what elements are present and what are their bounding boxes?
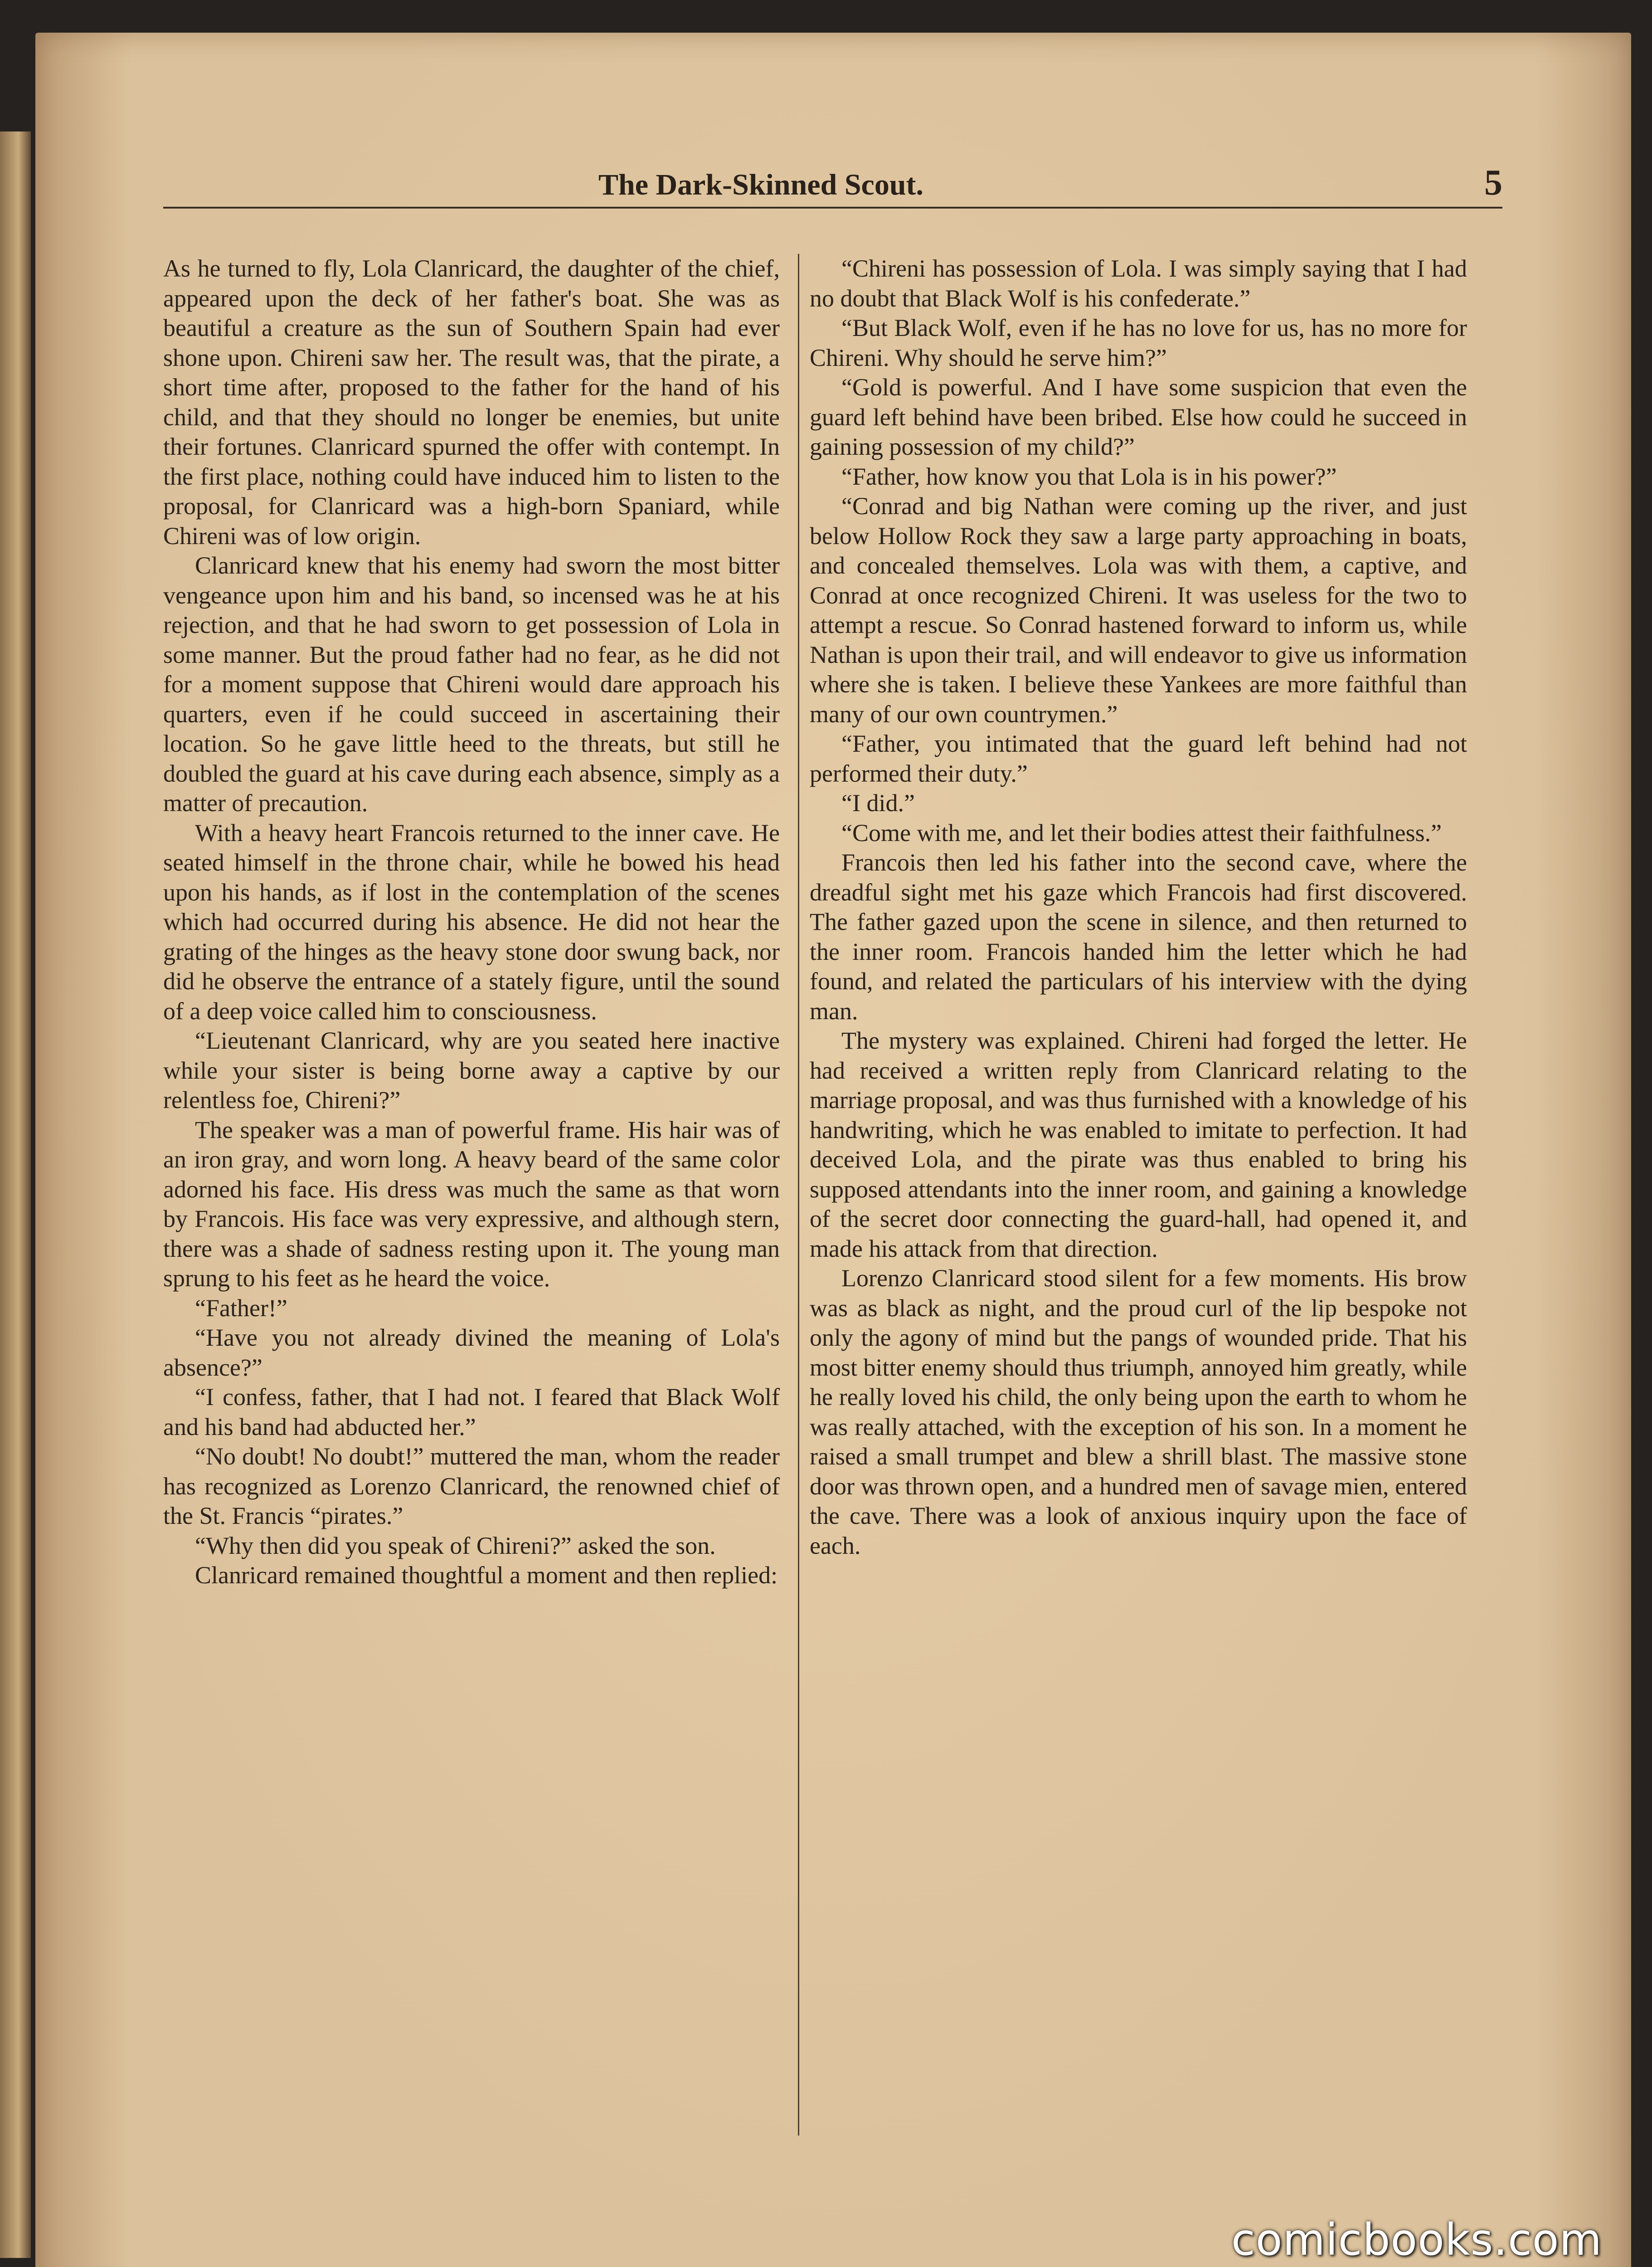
- paragraph: Clanricard knew that his enemy had sworn the most bitter vengeance upon him and his band, so incensed was he at his rejection, and that he had sworn to get possession of Lola in some manner. But the proud father had no fear, as he did not for a moment suppose that Chireni would dare approach his quarters, even if he could succeed in ascertaining their location. So he gave little heed to the threats, but still he doubled the guard at his cave during each absence, simply as a matter of precaution.: [163, 552, 780, 817]
- previous-page-edge: [0, 131, 31, 2258]
- paragraph: The speaker was a man of powerful frame. His hair was of an iron gray, and worn long. A heavy beard of the same color adorned his face. His dress was much the same as that worn by Francois. His face was very expressive, and although stern, there was a shade of sadness resting upon it. The young man sprung to his feet as he heard the voice.: [163, 1116, 780, 1292]
- paragraph: Clanricard remained thoughtful a moment and then replied:: [195, 1562, 778, 1589]
- paragraph: “Chireni has possession of Lola. I was simply saying that I had no doubt that Black Wolf is his confederate.”: [810, 255, 1467, 312]
- watermark: comicbooks.com: [1231, 2214, 1602, 2265]
- page-header: [163, 150, 1502, 209]
- paragraph: “Why then did you speak of Chireni?” asked the son.: [195, 1532, 716, 1559]
- running-title: The Dark-Skinned Scout.: [598, 168, 924, 201]
- paragraph: “Father, how know you that Lola is in his power?”: [841, 462, 1337, 490]
- paragraph: “Father!”: [195, 1294, 287, 1322]
- paragraph: “Conrad and big Nathan were coming up the river, and just below Hollow Rock they saw a large party approaching in boats, and concealed themselves. Lola was with them, a captive, and Conrad at once recognized Chireni. It was useless for the two to attempt a rescue. So Conrad hastened forward to inform us, while Nathan is upon their trail, and will endeavor to give us information where she is taken. I believe these Yankees are more faithful than many of our own countrymen.”: [810, 492, 1467, 728]
- paragraph: “Gold is powerful. And I have some suspicion that even the guard left behind have been bribed. Else how could he succeed in gaining possession of my child?”: [810, 374, 1467, 460]
- paragraph: As he turned to fly, Lola Clanricard, the daughter of the chief, appeared upon the deck of her father's boat. She was as beautiful a creature as the sun of Southern Spain had ever shone upon. Chireni saw her. The result was, that the pirate, a short time after, proposed to the father for the hand of his child, and that they should no longer be enemies, but unite their fortunes. Clanricard spurned the offer with contempt. In the first place, nothing could have induced him to listen to the proposal, for Clanricard was a high-born Spaniard, while Chireni was of low origin.: [163, 255, 780, 550]
- paragraph: Lorenzo Clanricard stood silent for a few moments. His brow was as black as night, and the proud curl of the lip bespoke not only the agony of mind but the pangs of wounded pride. That his most bitter enemy should thus triumph, annoyed him greatly, while he really loved his child, the only being upon the earth to whom he was really attached, with the exception of his son. In a moment he raised a small trumpet and blew a shrill blast. The massive stone door was thrown open, and a hundred men of savage mien, entered the cave. There was a look of anxious inquiry upon the face of each.: [810, 1265, 1467, 1559]
- header-rule: [163, 207, 1502, 209]
- paragraph: “I confess, father, that I had not. I feared that Black Wolf and his band had abducted her.”: [163, 1383, 780, 1440]
- paragraph: With a heavy heart Francois returned to the inner cave. He seated himself in the throne chair, while he bowed his head upon his hands, as if lost in the contemplation of the scenes which had occurred during his absence. He did not hear the grating of the hinges as the heavy stone door swung back, nor did he observe the entrance of a stately figure, until the sound of a deep voice called him to consciousness.: [163, 819, 780, 1025]
- page-number: 5: [1484, 163, 1502, 203]
- paragraph: “But Black Wolf, even if he has no love for us, has no more for Chireni. Why should he serve him?”: [810, 314, 1467, 371]
- paragraph: “No doubt! No doubt!” muttered the man, whom the reader has recognized as Lorenzo Clanricard, the renowned chief of the St. Francis “pirates.”: [163, 1443, 780, 1529]
- paragraph: “I did.”: [841, 789, 915, 817]
- left-column: [163, 254, 780, 1591]
- paragraph: The mystery was explained. Chireni had forged the letter. He had received a written reply from Clanricard relating to the marriage proposal, and was thus furnished with a knowledge of his handwriting, which he was enabled to imitate to perfection. It had deceived Lola, and the pirate was thus enabled to bring his supposed attendants into the inner room, and gaining a knowledge of the secret door connecting the guard-hall, had opened it, and made his attack from that direction.: [810, 1027, 1467, 1262]
- paragraph: “Father, you intimated that the guard left behind had not performed their duty.”: [810, 730, 1467, 787]
- right-column: [810, 254, 1467, 1561]
- paragraph: Francois then led his father into the second cave, where the dreadful sight met his gaze which Francois had first discovered. The father gazed upon the scene in silence, and then returned to the inner room. Francois handed him the letter which he had found, and related the particulars of his interview with the dying man.: [810, 849, 1467, 1025]
- column-divider: [798, 254, 799, 2136]
- paragraph: “Have you not already divined the meaning of Lola's absence?”: [163, 1324, 780, 1381]
- paragraph: “Lieutenant Clanricard, why are you seated here inactive while your sister is being borne away a captive by our relentless foe, Chireni?”: [163, 1027, 780, 1114]
- paragraph: “Come with me, and let their bodies attest their faithfulness.”: [841, 819, 1442, 846]
